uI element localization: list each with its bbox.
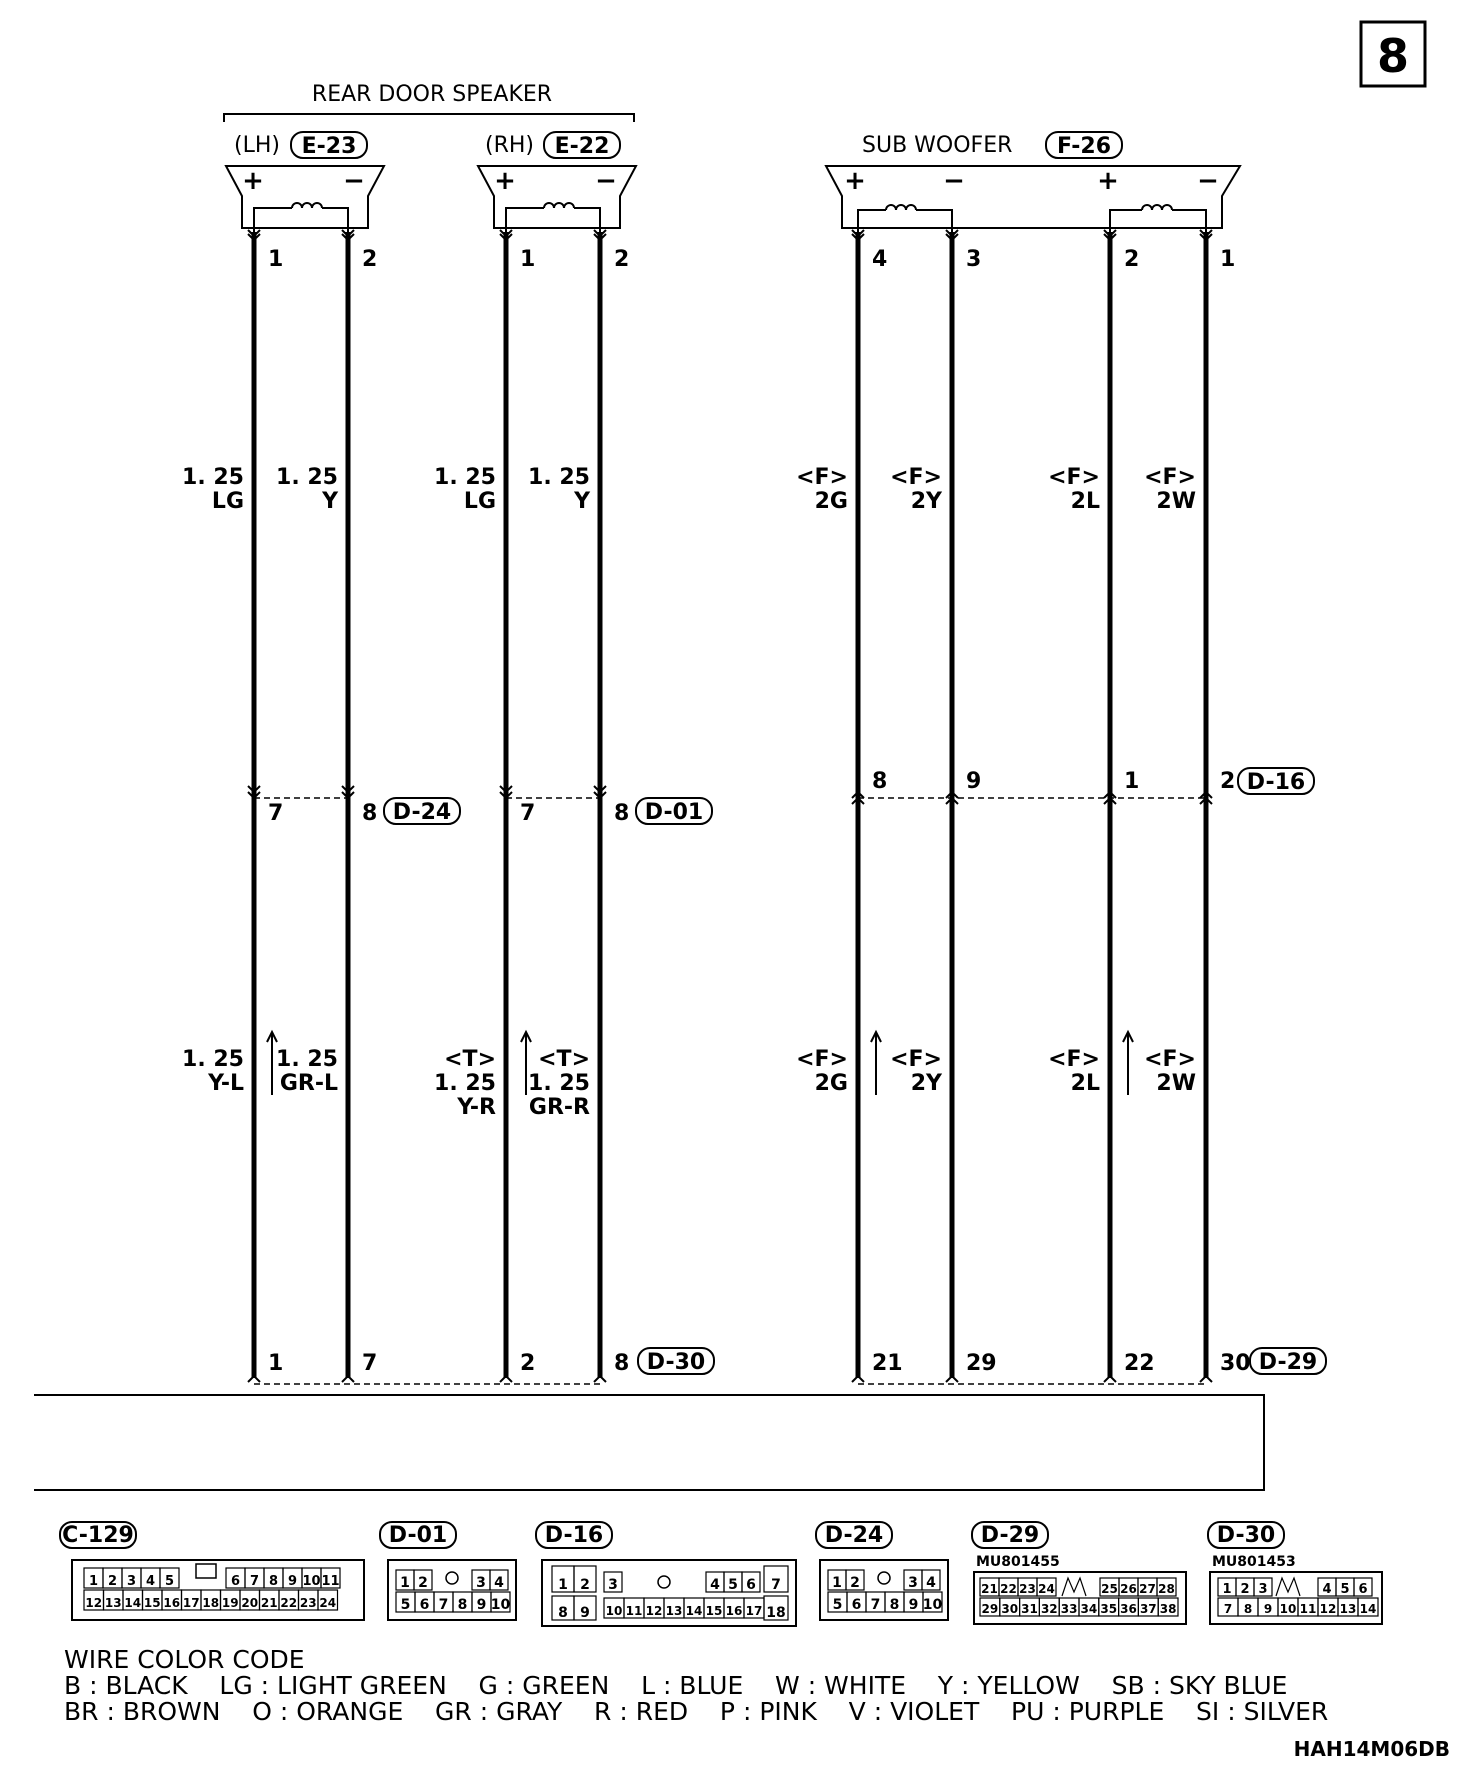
sub-woofer-plus-2: + — [1097, 166, 1119, 196]
coil-icon — [254, 203, 348, 238]
wire-spec-label: <F> — [1048, 1047, 1100, 1072]
mid-pin-number: 7 — [268, 801, 284, 826]
pin-cell-number: 31 — [1021, 1602, 1038, 1616]
pin-cell-number: 19 — [221, 1596, 239, 1610]
figure-code: HAH14M06DB — [1293, 1737, 1450, 1761]
pin-cell-number: 6 — [419, 1597, 430, 1613]
wire-color-code-line2: BR : BROWN O : ORANGE GR : GRAY R : RED P : PINK V : VIOLET PU : PURPLE SI : SILVER — [64, 1697, 1329, 1726]
pin-cell-number: 25 — [1101, 1582, 1118, 1596]
key-mark-icon — [1062, 1578, 1086, 1596]
pin-cell-number: 6 — [230, 1574, 241, 1589]
mid-pin-number: 7 — [520, 801, 536, 826]
pin-cell-number: 4 — [1322, 1582, 1332, 1597]
speaker-lh-minus: − — [343, 166, 365, 196]
connector-view-tag: D-16 — [544, 1523, 604, 1548]
connector-view-tag: D-24 — [824, 1523, 884, 1548]
wire-spec-label: <F> — [796, 1047, 848, 1072]
connector-tag-d24: D-24 — [392, 800, 452, 825]
wire-spec-label: LG — [211, 489, 244, 514]
pin-cell-number: 9 — [476, 1597, 487, 1613]
wire-w7 — [1048, 230, 1155, 1382]
pin-cell-number: 7 — [249, 1574, 260, 1589]
pin-cell-number: 14 — [124, 1596, 142, 1610]
pin-cell-number: 23 — [299, 1596, 317, 1610]
sub-woofer-title: SUB WOOFER — [862, 133, 1013, 158]
bottom-pin-number: 2 — [520, 1351, 536, 1376]
mid-pin-number: 8 — [872, 769, 888, 794]
wire-spec-label: Y — [322, 489, 338, 514]
pin-cell-number: 2 — [850, 1575, 860, 1591]
wire-spec-label: 1. 25 — [528, 465, 590, 490]
wire-spec-label: 2Y — [910, 1071, 942, 1096]
rear-door-speaker-title: REAR DOOR SPEAKER — [311, 82, 553, 107]
pin-cell-number: 1 — [1222, 1582, 1232, 1597]
wire-w4 — [528, 230, 629, 1382]
pin-cell-number: 6 — [746, 1577, 756, 1593]
pin-cell-number: 5 — [728, 1577, 738, 1593]
pin-cell-number: 3 — [126, 1574, 137, 1589]
wire-spec-label: <F> — [1048, 465, 1100, 490]
pin-cell-number: 22 — [280, 1596, 298, 1610]
pin-cell-number: 9 — [580, 1605, 590, 1621]
pin-cell-number: 3 — [1258, 1582, 1268, 1597]
pin-cell-number: 8 — [889, 1597, 900, 1613]
pin-cell-number: 32 — [1040, 1602, 1058, 1616]
pin-cell-number: 22 — [1000, 1582, 1017, 1596]
pin-cell-number: 12 — [1319, 1602, 1337, 1616]
bottom-pin-number: 8 — [614, 1351, 630, 1376]
wire-spec-label: GR-R — [528, 1095, 590, 1120]
pin-cell-number: 13 — [1339, 1602, 1357, 1616]
top-pin-number: 2 — [614, 247, 630, 272]
pin-cell-number: 2 — [1240, 1582, 1250, 1597]
wire-w2 — [276, 230, 377, 1382]
pin-cell-number: 8 — [268, 1574, 279, 1589]
pin-cell-number: 12 — [85, 1596, 103, 1610]
wire-spec-label: 1. 25 — [276, 1047, 338, 1072]
top-pin-number: 2 — [362, 247, 378, 272]
pin-cell-number: 6 — [851, 1597, 862, 1613]
wire-spec-label: <T> — [444, 1047, 496, 1072]
pin-cell-number: 15 — [143, 1596, 161, 1610]
wire-spec-label: 2Y — [910, 489, 942, 514]
wire-spec-label: 1. 25 — [528, 1071, 590, 1096]
pin-cell-number: 7 — [870, 1597, 881, 1613]
pin-cell-number: 35 — [1100, 1602, 1118, 1616]
top-pin-number: 2 — [1124, 247, 1140, 272]
key-mark-icon — [1276, 1578, 1300, 1596]
page-number-box — [1361, 22, 1425, 86]
sub-woofer-plus-1: + — [844, 166, 866, 196]
pin-cell-number: 3 — [908, 1575, 918, 1591]
wire-spec-label: <F> — [796, 465, 848, 490]
pin-cell-number: 2 — [418, 1575, 428, 1591]
top-pin-number: 1 — [1220, 247, 1236, 272]
terminal-chevron — [946, 1376, 958, 1382]
top-pin-number: 4 — [872, 247, 888, 272]
pin-cell-number: 4 — [145, 1574, 156, 1589]
lock-icon — [446, 1572, 458, 1584]
terminal-chevron — [852, 1376, 864, 1382]
part-number: MU801455 — [976, 1554, 1060, 1570]
pin-cell-number: 21 — [981, 1582, 998, 1596]
speaker-lh-plus: + — [242, 166, 264, 196]
wire-spec-label: <F> — [1144, 1047, 1196, 1072]
wire-w8 — [1144, 230, 1251, 1382]
lock-icon — [878, 1572, 890, 1584]
page-number: 8 — [1376, 29, 1410, 83]
connector-view-d24 — [816, 1522, 948, 1620]
coil-icon — [858, 205, 952, 238]
wire-spec-label: 2L — [1070, 1071, 1100, 1096]
pin-cell-number: 8 — [1243, 1602, 1253, 1616]
connector-view-d29 — [972, 1522, 1186, 1624]
connector-view-tag: D-01 — [388, 1523, 448, 1548]
pin-cell-number: 36 — [1120, 1602, 1137, 1616]
wire-spec-label: Y-R — [457, 1095, 496, 1120]
pin-cell-number: 2 — [580, 1577, 590, 1593]
speaker-lh — [226, 132, 384, 238]
wire-spec-label: <F> — [890, 1047, 942, 1072]
pin-cell-number: 17 — [182, 1596, 200, 1610]
key-notch — [196, 1564, 216, 1578]
pin-cell-number: 3 — [476, 1575, 486, 1591]
terminal-chevron — [1200, 1376, 1212, 1382]
pin-cell-number: 26 — [1120, 1582, 1137, 1596]
pin-cell-number: 10 — [922, 1597, 943, 1613]
pin-cell-number: 8 — [558, 1605, 568, 1621]
wire-spec-label: 2L — [1070, 489, 1100, 514]
wire-spec-label: 1. 25 — [434, 465, 496, 490]
wire-spec-label: GR-L — [279, 1071, 338, 1096]
wire-spec-label: 2W — [1156, 489, 1196, 514]
bottom-pin-number: 22 — [1124, 1351, 1155, 1376]
pin-cell-number: 9 — [1263, 1602, 1273, 1616]
pin-cell-number: 3 — [608, 1577, 618, 1593]
pin-cell-number: 37 — [1139, 1602, 1157, 1616]
mid-pin-number: 8 — [614, 801, 630, 826]
bottom-pin-number: 7 — [362, 1351, 378, 1376]
pin-cell-number: 13 — [665, 1604, 683, 1618]
pin-cell-number: 8 — [457, 1597, 468, 1613]
pin-cell-number: 29 — [981, 1602, 999, 1616]
coil-icon — [506, 203, 600, 238]
pin-cell-number: 15 — [705, 1604, 723, 1618]
pin-cell-number: 10 — [605, 1604, 623, 1618]
bottom-pin-number: 30 — [1220, 1351, 1251, 1376]
speaker-rh — [478, 132, 636, 238]
audio-unit-box — [34, 1395, 1264, 1490]
terminal-chevron — [248, 1376, 260, 1382]
pin-cell-number: 30 — [1001, 1602, 1019, 1616]
pin-cell-number: 7 — [771, 1577, 781, 1593]
wire-spec-label: Y-L — [208, 1071, 244, 1096]
pin-cell-number: 5 — [1340, 1582, 1350, 1597]
pin-cell-number: 23 — [1019, 1582, 1036, 1596]
sub-woofer-minus-1: − — [943, 166, 965, 196]
pin-cell-number: 16 — [725, 1604, 743, 1618]
wire-color-code-title: WIRE COLOR CODE — [64, 1645, 305, 1674]
connector-view-tag: D-29 — [980, 1523, 1040, 1548]
pin-cell-number: 18 — [202, 1596, 220, 1610]
connector-view-d16 — [536, 1522, 796, 1626]
connector-view-c129 — [60, 1522, 364, 1620]
wire-color-code-line1: B : BLACK LG : LIGHT GREEN G : GREEN L : BLUE W : WHITE Y : YELLOW SB : SKY BLUE — [64, 1671, 1288, 1700]
pin-cell-number: 5 — [164, 1574, 175, 1589]
top-pin-number: 1 — [268, 247, 284, 272]
pin-cell-number: 17 — [745, 1604, 763, 1618]
wire-w6 — [890, 230, 997, 1382]
top-pin-number: 3 — [966, 247, 982, 272]
mid-pin-number: 9 — [966, 769, 982, 794]
bottom-pin-number: 29 — [966, 1351, 997, 1376]
wire-color-code — [64, 1645, 1328, 1726]
speaker-lh-side: (LH) — [234, 133, 280, 158]
wire-spec-label: <F> — [890, 465, 942, 490]
pin-cell-number: 11 — [1299, 1602, 1317, 1616]
pin-cell-number: 1 — [832, 1575, 842, 1591]
pin-cell-number: 16 — [163, 1596, 181, 1610]
pin-cell-number: 38 — [1159, 1602, 1177, 1616]
rear-door-speaker-header — [224, 82, 634, 122]
pin-cell-number: 11 — [625, 1604, 643, 1618]
mid-pin-number: 1 — [1124, 769, 1140, 794]
bottom-pin-number: 21 — [872, 1351, 903, 1376]
wire-spec-label: Y — [574, 489, 590, 514]
connector-tag-e22: E-22 — [554, 134, 610, 159]
wire-spec-label: 1. 25 — [182, 1047, 244, 1072]
top-pin-number: 1 — [520, 247, 536, 272]
connector-tag-d30: D-30 — [646, 1350, 706, 1375]
connector-tag-d01: D-01 — [644, 800, 704, 825]
pin-cell-number: 21 — [260, 1596, 278, 1610]
pin-cell-number: 7 — [438, 1597, 449, 1613]
wire-spec-label: 2W — [1156, 1071, 1196, 1096]
pin-cell-number: 4 — [926, 1575, 936, 1591]
pin-cell-number: 7 — [1223, 1602, 1233, 1616]
pin-cell-number: 33 — [1060, 1602, 1078, 1616]
pin-cell-number: 1 — [558, 1577, 568, 1593]
terminal-chevron — [342, 1376, 354, 1382]
pin-cell-number: 24 — [319, 1596, 337, 1610]
speaker-rh-minus: − — [595, 166, 617, 196]
connector-view-tag: D-30 — [1216, 1523, 1276, 1548]
pin-cell-number: 9 — [287, 1574, 298, 1589]
pin-cell-number: 9 — [908, 1597, 919, 1613]
connector-view-tag: C-129 — [62, 1523, 134, 1548]
mid-pin-number: 2 — [1220, 769, 1236, 794]
wire-spec-label: <F> — [1144, 465, 1196, 490]
pin-cell-number: 14 — [1359, 1602, 1377, 1616]
mid-pin-number: 8 — [362, 801, 378, 826]
sub-woofer — [826, 132, 1240, 238]
pin-cell-number: 4 — [494, 1575, 504, 1591]
pin-cell-number: 10 — [302, 1574, 321, 1589]
terminal-chevron — [594, 1376, 606, 1382]
pin-cell-number: 11 — [321, 1574, 340, 1589]
pin-cell-number: 4 — [710, 1577, 720, 1593]
pin-cell-number: 34 — [1080, 1602, 1098, 1616]
pin-cell-number: 24 — [1038, 1582, 1055, 1596]
wire-w5 — [796, 230, 903, 1382]
bottom-pin-number: 1 — [268, 1351, 284, 1376]
pin-cell-number: 12 — [645, 1604, 663, 1618]
pin-cell-number: 5 — [832, 1597, 843, 1613]
pin-cell-number: 10 — [1279, 1602, 1297, 1616]
wire-spec-label: 2G — [814, 489, 848, 514]
pin-cell-number: 5 — [400, 1597, 411, 1613]
wire-spec-label: LG — [463, 489, 496, 514]
wire-spec-label: 1. 25 — [276, 465, 338, 490]
terminal-chevron — [1104, 1376, 1116, 1382]
speaker-rh-plus: + — [494, 166, 516, 196]
part-number: MU801453 — [1212, 1554, 1296, 1570]
pin-cell-number: 14 — [685, 1604, 703, 1618]
sub-woofer-minus-2: − — [1197, 166, 1219, 196]
connector-tag-d16: D-16 — [1246, 770, 1306, 795]
pin-cell-number: 27 — [1139, 1582, 1156, 1596]
pin-cell-number: 13 — [104, 1596, 122, 1610]
connector-tag-e23: E-23 — [301, 134, 357, 159]
connector-view-d01 — [380, 1522, 516, 1620]
pin-cell-number: 10 — [490, 1597, 511, 1613]
pin-cell-number: 1 — [400, 1575, 410, 1591]
pin-cell-number: 18 — [766, 1605, 786, 1621]
wire-spec-label: 1. 25 — [182, 465, 244, 490]
wires-layer — [182, 230, 1251, 1384]
connector-view-d30 — [1208, 1522, 1382, 1624]
wire-spec-label: <T> — [538, 1047, 590, 1072]
connector-tag-f26: F-26 — [1056, 134, 1112, 159]
coil-icon — [1110, 205, 1206, 238]
connector-views — [60, 1522, 1382, 1626]
connector-tag-d29: D-29 — [1258, 1350, 1318, 1375]
speaker-rh-side: (RH) — [485, 133, 534, 158]
pin-cell-number: 20 — [241, 1596, 259, 1610]
pin-cell-number: 2 — [107, 1574, 118, 1589]
lock-icon — [658, 1576, 670, 1588]
terminal-chevron — [500, 1376, 512, 1382]
pin-cell-number: 1 — [88, 1574, 99, 1589]
pin-cell-number: 28 — [1158, 1582, 1175, 1596]
pin-cell-number: 6 — [1358, 1582, 1368, 1597]
wire-spec-label: 1. 25 — [434, 1071, 496, 1096]
wire-w1 — [182, 230, 283, 1382]
wire-spec-label: 2G — [814, 1071, 848, 1096]
